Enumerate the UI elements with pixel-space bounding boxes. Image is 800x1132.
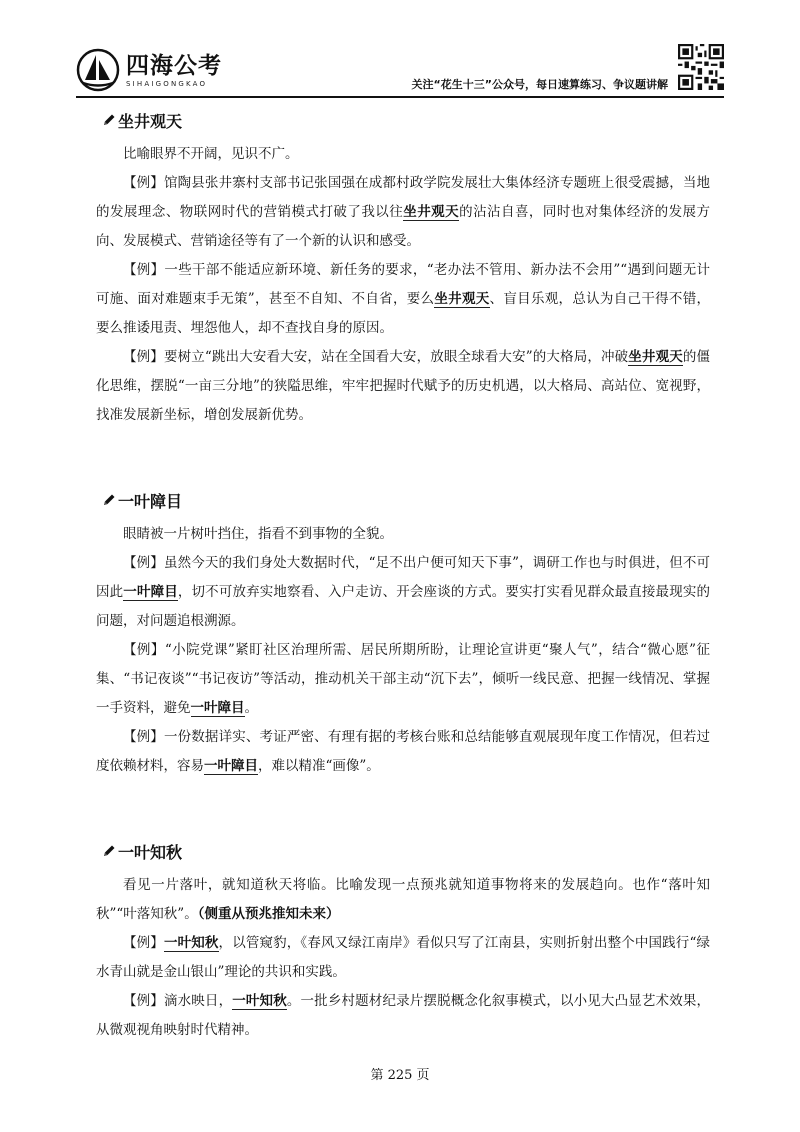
definition-note: （侧重从预兆推知未来） xyxy=(197,906,340,922)
example-text-after: 。 xyxy=(244,700,258,716)
keyword-highlight: 坐井观天 xyxy=(434,291,490,307)
pencil-icon xyxy=(102,113,116,127)
example-text-after: 。一批乡村题材纪录片摆脱概念化叙事模式，以小见大凸显艺术效果，从微观视角映射时代精神。 xyxy=(96,993,711,1038)
example-label: 【例】 xyxy=(123,642,165,658)
example-label: 【例】 xyxy=(123,175,164,191)
example-label: 【例】 xyxy=(123,993,164,1009)
definition-text: 眼睛被一片树叶挡住，指看不到事物的全貌。 xyxy=(123,526,393,542)
example-text-after: 的沾沾自喜，同时也对集体经济的发展方向、发展模式、营销途径等有了一个新的认识和感受。 xyxy=(96,204,711,249)
example-label: 【例】 xyxy=(123,262,165,278)
idiom-section xyxy=(96,488,710,781)
pencil-icon xyxy=(102,844,116,858)
section-title xyxy=(102,108,710,132)
pencil-icon xyxy=(102,493,116,507)
definition-main: 看见一片落叶，就知道秋天将临。比喻发现一点预兆就知道事物将来的发展趋向。也作“落叶知秋”“叶落知秋”。 xyxy=(96,877,710,922)
example-text-after: 的僵化思维，摆脱“一亩三分地”的狭隘思维，牢牢把握时代赋予的历史机遇，以大格局、高站位、宽视野，找准发展新坐标，增创发展新优势。 xyxy=(96,349,711,423)
keyword-highlight: 一叶障目 xyxy=(190,700,245,716)
example-text-after: ，以管窥豹，《春风又绿江南岸》看似只写了江南县，实则折射出整个中国践行“绿水青山就是金山银山”理论的共识和实践。 xyxy=(96,935,711,980)
keyword-highlight: 坐井观天 xyxy=(628,349,683,365)
example-paragraph xyxy=(96,549,710,636)
example-paragraph xyxy=(96,929,710,987)
example-label: 【例】 xyxy=(123,729,164,745)
example-text-after: 、盲目乐观，总认为自己干得不错，要么推诿甩责、埋怨他人，却不查找自身的原因。 xyxy=(96,291,711,336)
brand-logo xyxy=(76,48,222,92)
section-title-text: 一叶障目 xyxy=(118,491,183,511)
example-text-before: 馆陶县张井寨村支部书记张国强在成都村政学院发展壮大集体经济专题班上很受震撼，当地的发展理念、物联网时代的营销模式打破了我以往 xyxy=(96,175,711,220)
example-text-after: ，难以精准“画像”。 xyxy=(258,758,380,774)
keyword-highlight: 一叶知秋 xyxy=(232,993,287,1009)
idiom-section xyxy=(96,839,710,1045)
header-promo-note: 关注“花生十三”公众号，每日速算练习、争议题讲解 xyxy=(411,78,668,91)
example-text-before: 要树立“跳出大安看大安，站在全国看大安，放眼全球看大安”的大格局，冲破 xyxy=(163,349,629,365)
section-title xyxy=(102,839,710,863)
example-paragraph xyxy=(96,636,710,723)
example-text-before: 虽然今天的我们身处大数据时代，“足不出户便可知天下事”，调研工作也与时俱进，但不可因此 xyxy=(96,555,710,600)
keyword-highlight: 一叶障目 xyxy=(123,584,178,600)
idiom-section xyxy=(96,108,710,430)
keyword-highlight: 一叶知秋 xyxy=(163,935,219,951)
example-label: 【例】 xyxy=(123,555,164,571)
page-number: 第 225 页 xyxy=(370,1068,430,1083)
page-header xyxy=(76,44,724,100)
brand-name-latin: SIHAIGONGKAO xyxy=(126,79,208,88)
example-paragraph xyxy=(96,723,710,781)
section-title-text: 一叶知秋 xyxy=(118,842,183,862)
sailboat-logo-icon xyxy=(76,48,120,92)
example-paragraph xyxy=(96,987,710,1045)
example-label: 【例】 xyxy=(123,349,164,365)
example-paragraph xyxy=(96,343,710,430)
example-text-before: 一些干部不能适应新环境、新任务的要求，“老办法不管用、新办法不会用”“遇到问题无计可施、面对难题束手无策”，甚至不自知、不自省，要么 xyxy=(96,262,710,307)
example-paragraph xyxy=(96,256,710,343)
definition-text xyxy=(96,871,710,929)
section-title-text: 坐井观天 xyxy=(118,111,183,131)
section-title xyxy=(102,488,710,512)
header-divider xyxy=(76,96,724,98)
example-label: 【例】 xyxy=(123,935,164,951)
page-content xyxy=(96,108,710,1045)
brand-name: 四海公考 xyxy=(126,52,222,79)
example-text-before: 滴水映日， xyxy=(163,993,233,1009)
definition-text: 比喻眼界不开阔，见识不广。 xyxy=(123,146,299,162)
qr-code-icon[interactable] xyxy=(678,44,724,90)
example-text-after: ，切不可放弃实地察看、入户走访、开会座谈的方式。要实打实看见群众最直接最现实的问题，对问题追根溯源。 xyxy=(96,584,711,629)
keyword-highlight: 一叶障目 xyxy=(204,758,258,774)
keyword-highlight: 坐井观天 xyxy=(403,204,460,220)
example-text-before: 一份数据详实、考证严密、有理有据的考核台账和总结能够直观展现年度工作情况，但若过度依赖材料，容易 xyxy=(96,729,711,774)
example-paragraph xyxy=(96,169,710,256)
example-text-before: “小院党课”紧盯社区治理所需、居民所期所盼，让理论宣讲更“聚人气”，结合“微心愿”征集、“书记夜谈”“书记夜访”等活动，推动机关干部主动“沉下去”，倾听一线民意、把握一线情况、掌握一手资料，避免 xyxy=(96,642,710,716)
